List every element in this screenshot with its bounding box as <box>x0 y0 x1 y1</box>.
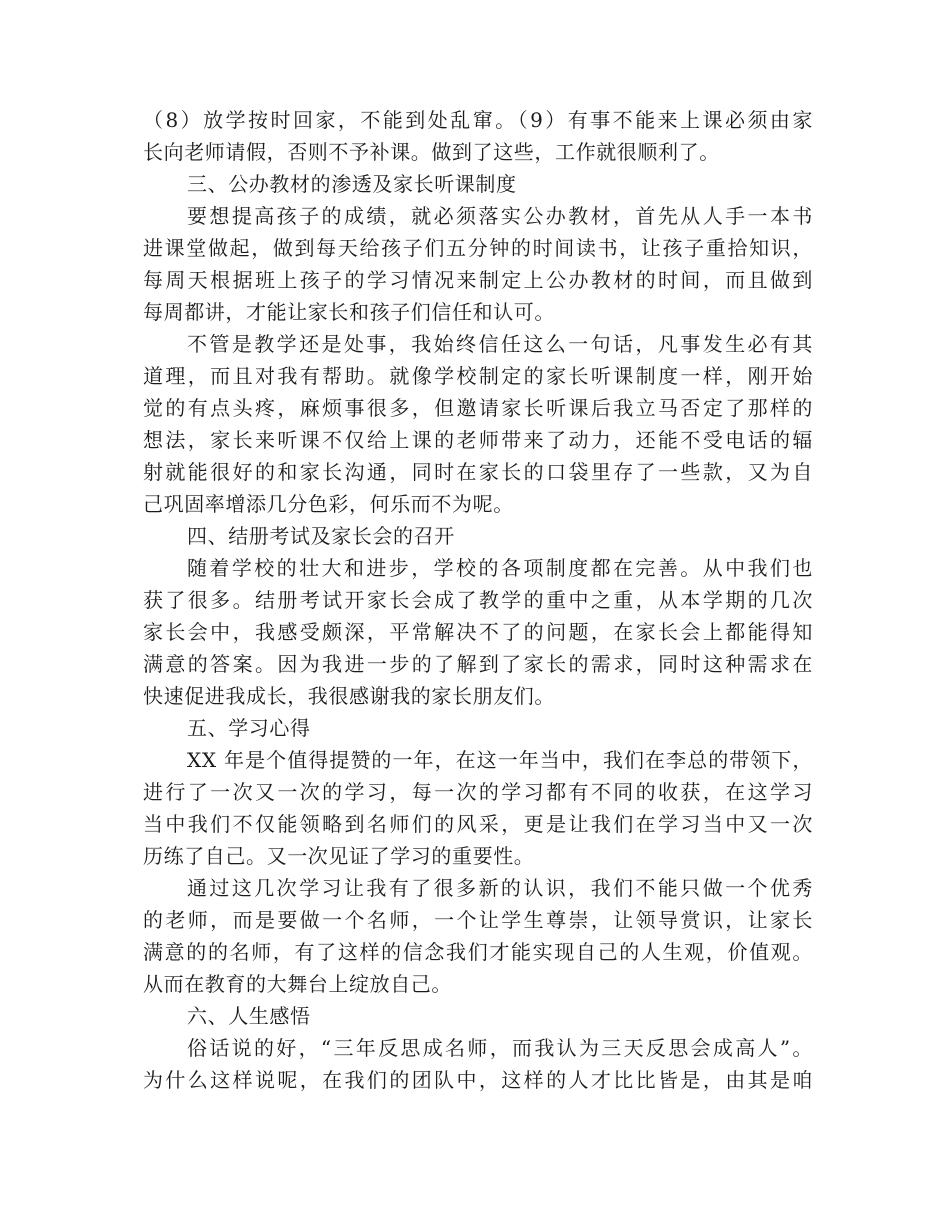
text-line: 当中我们不仅能领略到名师们的风采，更是让我们在学习当中又一次 <box>143 812 813 836</box>
text-line: 长向老师请假，否则不予补课。做到了这些，工作就很顺利了。 <box>143 140 720 164</box>
text-line: 六、人生感悟 <box>187 1004 311 1028</box>
text-line: 不管是教学还是处事，我始终信任这么一句话，凡事发生必有其 <box>187 332 813 356</box>
text-line: （8）放学按时回家，不能到处乱窜。（9）有事不能来上课必须由家 <box>143 108 813 132</box>
text-line: 家长会中，我感受颇深，平常解决不了的问题，在家长会上都能得知 <box>143 620 813 644</box>
text-line: 通过这几次学习让我有了很多新的认识，我们不能只做一个优秀 <box>187 876 813 900</box>
text-line: 道理，而且对我有帮助。就像学校制定的家长听课制度一样，刚开始 <box>143 364 813 388</box>
text-line: 进课堂做起，做到每天给孩子们五分钟的时间读书，让孩子重拾知识， <box>143 236 813 260</box>
text-line: 进行了一次又一次的学习，每一次的学习都有不同的收获，在这学习 <box>143 780 813 804</box>
text-line: 的老师，而是要做一个名师，一个让学生尊崇，让领导赏识，让家长 <box>143 908 813 932</box>
text-line: 俗话说的好，“三年反思成名师，而我认为三天反思会成高人”。 <box>187 1036 813 1060</box>
text-line: XX 年是个值得提赞的一年，在这一年当中，我们在李总的带领下， <box>187 748 813 772</box>
text-line: 从而在教育的大舞台上绽放自己。 <box>143 972 452 996</box>
text-line: 四、结册考试及家长会的召开 <box>187 524 455 548</box>
text-line: 每周都讲，才能让家长和孩子们信任和认可。 <box>143 300 555 324</box>
text-line: 为什么这样说呢，在我们的团队中，这样的人才比比皆是，由其是咱 <box>143 1068 813 1092</box>
text-line: 想法，家长来听课不仅给上课的老师带来了动力，还能不受电话的辐 <box>143 428 813 452</box>
text-line: 随着学校的壮大和进步，学校的各项制度都在完善。从中我们也 <box>187 556 813 580</box>
text-line: 历练了自己。又一次见证了学习的重要性。 <box>143 844 535 868</box>
text-line: 快速促进我成长，我很感谢我的家长朋友们。 <box>143 684 555 708</box>
text-line: 满意的答案。因为我进一步的了解到了家长的需求，同时这种需求在 <box>143 652 813 676</box>
text-line: 要想提高孩子的成绩，就必须落实公办教材，首先从人手一本书 <box>187 204 813 228</box>
text-line: 每周天根据班上孩子的学习情况来制定上公办教材的时间，而且做到 <box>143 268 813 292</box>
text-line: 三、公办教材的渗透及家长听课制度 <box>187 172 517 196</box>
document-body <box>143 104 813 1096</box>
text-line: 己巩固率增添几分色彩，何乐而不为呢。 <box>143 492 514 516</box>
text-line: 满意的的名师，有了这样的信念我们才能实现自己的人生观，价值观。 <box>143 940 813 964</box>
text-line: 五、学习心得 <box>187 716 311 740</box>
text-line: 获了很多。结册考试开家长会成了教学的重中之重，从本学期的几次 <box>143 588 813 612</box>
text-line: 射就能很好的和家长沟通，同时在家长的口袋里存了一些款，又为自 <box>143 460 813 484</box>
text-line: 觉的有点头疼，麻烦事很多，但邀请家长听课后我立马否定了那样的 <box>143 396 813 420</box>
